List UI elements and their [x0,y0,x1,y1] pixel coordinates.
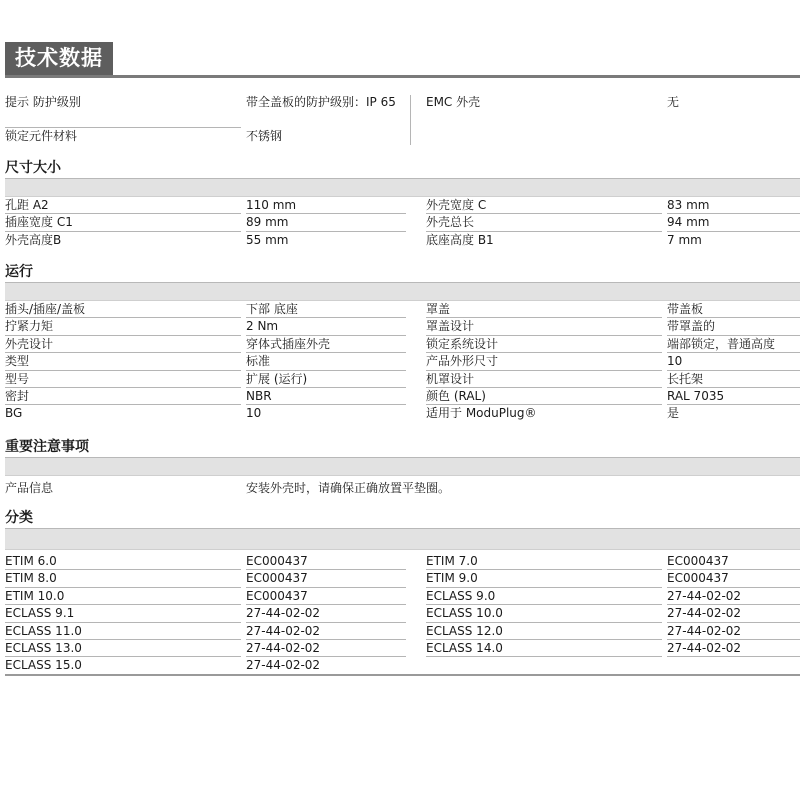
operation-section [5,262,800,423]
property-label: 产品外形尺寸 [426,354,499,369]
property-label: 类型 [5,354,30,369]
table-row [5,623,800,640]
section-band [5,179,800,197]
property-value: 标准 [246,354,271,369]
column-divider [410,95,411,128]
column-divider [410,128,411,145]
property-label: 拧紧力矩 [5,319,54,334]
property-label: BG [5,406,23,421]
table-row [5,553,800,570]
property-label: 颜色 (RAL) [426,388,486,403]
property-label: 底座高度 B1 [426,232,494,247]
property-label: 型号 [5,371,30,386]
property-label: 插头/插座/盖板 [5,302,86,316]
property-label: ECLASS 10.0 [426,606,503,621]
section-band [5,283,800,301]
property-value: 89 mm [246,215,289,230]
property-value: 7 mm [667,232,702,247]
table-row [5,318,800,335]
property-label: ETIM 8.0 [5,571,57,586]
property-value: 27-44-02-02 [246,640,321,655]
table-row [5,388,800,405]
property-value: 安装外壳时，请确保正确放置平垫圈。 [246,481,451,495]
property-value: 带盖板 [667,302,704,316]
table-row [5,336,800,353]
classification-grid [5,553,800,675]
section-band [5,458,800,476]
property-label: ECLASS 9.1 [5,606,75,621]
table-row [5,95,800,128]
property-label: ECLASS 15.0 [5,658,82,673]
table-row [5,405,800,422]
section-title: 运行 [5,262,800,283]
table-row [5,128,800,145]
property-value: NBR [246,388,272,403]
table-row [5,640,800,657]
property-value: 无 [667,95,680,109]
property-label: 锁定元件材料 [5,129,78,143]
table-row [5,657,800,674]
property-value: 带罩盖的 [667,319,716,334]
table-row [5,570,800,587]
property-value: 110 mm [246,198,297,212]
property-label: 外壳设计 [5,336,54,351]
table-row [5,588,800,605]
operation-grid [5,301,800,423]
dimensions-section [5,158,800,249]
property-value: 55 mm [246,232,289,247]
property-label: 外壳高度B [5,232,62,247]
property-value: 27-44-02-02 [246,606,321,621]
general-section [5,95,800,145]
property-value: EC000437 [246,588,308,603]
property-value: 下部 底座 [246,302,298,316]
property-value: 27-44-02-02 [246,658,321,673]
table-end-rule [5,674,800,676]
classification-section [5,508,800,675]
table-row [5,214,800,231]
property-label: ECLASS 9.0 [426,588,496,603]
property-value: 83 mm [667,198,710,212]
property-value: 穿体式插座外壳 [246,336,331,351]
table-row [5,301,800,318]
property-label: ECLASS 14.0 [426,640,503,655]
table-row [5,371,800,388]
property-value: 27-44-02-02 [667,640,742,655]
notes-grid [5,480,800,497]
property-value: EC000437 [246,554,308,568]
property-value: 94 mm [667,215,710,230]
section-title: 分类 [5,508,800,529]
section-title: 尺寸大小 [5,158,800,179]
property-value: 扩展 (运行) [246,371,308,386]
property-value: 长托架 [667,371,704,386]
property-value: 端部锁定，普通高度 [667,336,776,351]
property-value: EC000437 [246,571,308,586]
page-header [5,42,800,78]
property-label: 产品信息 [5,481,54,495]
property-label: 机罩设计 [426,371,475,386]
table-row [5,480,800,497]
property-label: 外壳宽度 C [426,198,487,212]
property-label: ECLASS 13.0 [5,640,82,655]
section-band [5,529,800,550]
property-label: 外壳总长 [426,215,475,230]
property-value: 10 [667,354,683,369]
property-value: 是 [667,406,680,421]
property-value: 2 Nm [246,319,279,334]
property-label: 适用于 ModuPlug® [426,406,537,421]
property-value: 10 [246,406,262,421]
table-row [5,605,800,622]
property-value: EC000437 [667,571,729,586]
property-value: RAL 7035 [667,388,725,403]
property-label: ETIM 6.0 [5,554,57,568]
property-value: 27-44-02-02 [667,606,742,621]
property-value: EC000437 [667,554,729,568]
property-label: 提示 防护级别 [5,95,81,109]
property-label: 密封 [5,388,30,403]
section-title: 重要注意事项 [5,437,800,458]
property-label: ETIM 9.0 [426,571,478,586]
table-row [5,197,800,214]
notes-section [5,437,800,497]
table-row [5,353,800,370]
property-value: 不锈钢 [246,129,283,143]
property-label: EMC 外壳 [426,95,481,109]
property-label: 插座宽度 C1 [5,215,73,230]
property-label: ECLASS 12.0 [426,623,503,638]
page-title: 技术数据 [5,42,113,75]
property-label: 罩盖 [426,302,451,316]
property-label: 锁定系统设计 [426,336,499,351]
table-row [5,232,800,249]
property-value: 27-44-02-02 [667,623,742,638]
property-label: ECLASS 11.0 [5,623,82,638]
property-label: ETIM 10.0 [5,588,65,603]
property-label: ETIM 7.0 [426,554,478,568]
property-label: 孔距 A2 [5,198,49,212]
property-label: 罩盖设计 [426,319,475,334]
property-value: 27-44-02-02 [667,588,742,603]
property-value: 27-44-02-02 [246,623,321,638]
property-value: 带全盖板的防护级别：IP 65 [246,95,396,109]
dimensions-grid [5,197,800,249]
general-grid [5,95,800,145]
